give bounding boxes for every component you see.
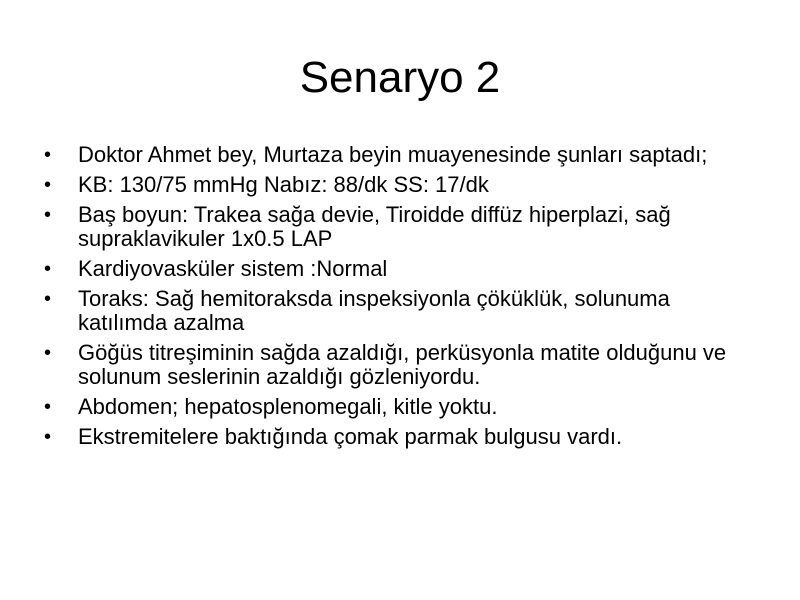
list-item (44, 173, 764, 197)
bullet-text: Toraks: Sağ hemitoraksda inspeksiyonla çöküklük, solunuma katılımda azalma (78, 286, 670, 335)
list-item (44, 425, 764, 449)
bullet-text: Baş boyun: Trakea sağa devie, Tiroidde diffüz hiperplazi, sağ supraklavikuler 1x0.5 LAP (78, 202, 671, 251)
list-item (44, 203, 764, 251)
bullet-icon: • (44, 342, 52, 364)
list-item (44, 143, 764, 167)
bullet-icon: • (44, 426, 52, 448)
bullet-icon: • (44, 258, 52, 280)
list-item (44, 341, 764, 389)
list-item (44, 395, 764, 419)
bullet-icon: • (44, 288, 52, 310)
bullet-text: Doktor Ahmet bey, Murtaza beyin muayenesinde şunları saptadı; (78, 142, 708, 167)
bullet-list (44, 143, 764, 455)
slide-title: Senaryo 2 (299, 53, 501, 102)
bullet-text: Kardiyovasküler sistem :Normal (78, 256, 388, 281)
bullet-icon: • (44, 204, 52, 226)
list-item (44, 257, 764, 281)
bullet-text: Göğüs titreşiminin sağda azaldığı, perküsyonla matite olduğunu ve solunum seslerinin azaldığı gözleniyordu. (78, 340, 727, 389)
bullet-text: Ekstremitelere baktığında çomak parmak bulgusu vardı. (78, 424, 623, 449)
bullet-icon: • (44, 144, 52, 166)
bullet-icon: • (44, 174, 52, 196)
list-item (44, 287, 764, 335)
bullet-text: KB: 130/75 mmHg Nabız: 88/dk SS: 17/dk (78, 172, 489, 197)
bullet-icon: • (44, 396, 52, 418)
bullet-text: Abdomen; hepatosplenomegali, kitle yoktu. (78, 394, 498, 419)
